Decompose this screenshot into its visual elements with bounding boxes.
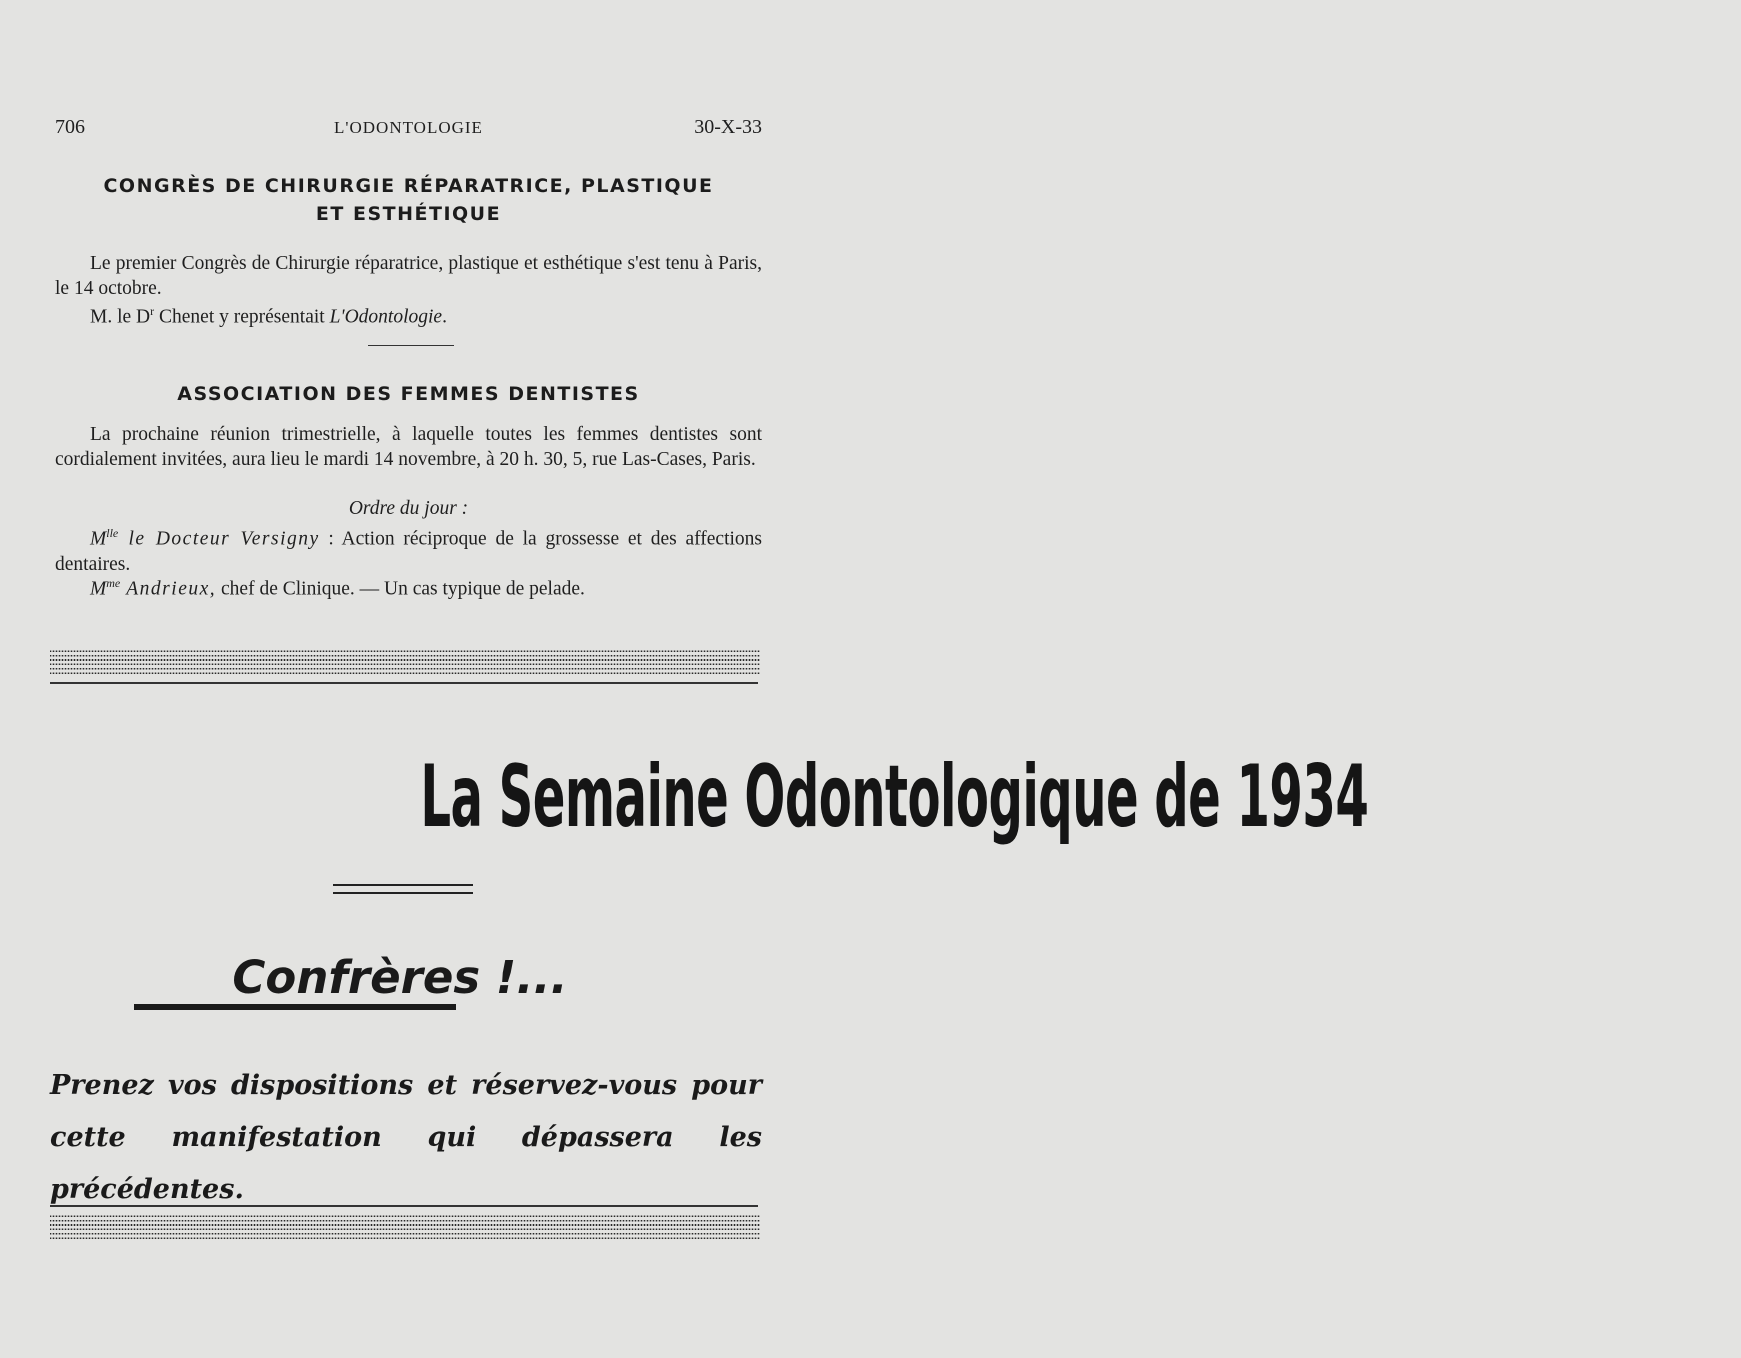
section-divider — [368, 345, 454, 346]
rep-middle: Chenet y représentait — [154, 306, 330, 328]
ornamental-band-bottom — [50, 1213, 760, 1239]
item2-sup: me — [106, 576, 121, 590]
band-rule-bottom — [50, 1205, 758, 1207]
agenda-item-1 — [55, 521, 762, 577]
item2-name: Andrieux, — [120, 578, 217, 600]
item1-text: : Action réciproque de la grossesse et des affections dentaires. — [55, 528, 762, 575]
congress-title-line1: CONGRÈS DE CHIRURGIE RÉPARATRICE, PLASTIQUE — [103, 175, 714, 197]
announcement-subtitle: Confrères !... — [232, 951, 568, 1004]
page-number: 706 — [55, 116, 85, 138]
rep-sup: r — [150, 304, 155, 318]
item1-prefix: M — [90, 528, 107, 550]
representative-paragraph — [55, 299, 762, 330]
subtitle-underline — [134, 1004, 456, 1010]
ornamental-band-top — [50, 648, 760, 674]
congress-title — [55, 172, 762, 228]
issue-date: 30-X-33 — [694, 116, 762, 138]
rep-journal: L'Odontologie — [329, 306, 443, 328]
page-header — [55, 116, 762, 144]
rep-end: . — [442, 306, 447, 328]
band-rule-top — [50, 682, 758, 684]
announcement-title — [48, 747, 1369, 847]
agenda-title: Ordre du jour : — [348, 498, 469, 519]
congress-title-line2: ET ESTHÉTIQUE — [315, 203, 502, 225]
rep-prefix: M. le D — [90, 306, 151, 328]
association-title: ASSOCIATION DES FEMMES DENTISTES — [177, 383, 640, 405]
item2-text: chef de Clinique. — Un cas typique de pelade. — [216, 578, 585, 600]
congress-paragraph: Le premier Congrès de Chirurgie réparatrice, plastique et esthétique s'est tenu à Paris, le 14 octobre. — [55, 253, 762, 299]
announcement-body: Prenez vos dispositions et réservez-vous pour cette manifestation qui dépassera les précédentes. — [50, 1070, 762, 1205]
announcement-title-text: La Semaine Odontologique de 1934 — [420, 747, 1369, 847]
journal-name: L'ODONTOLOGIE — [334, 118, 483, 137]
agenda-item-2 — [55, 571, 762, 602]
meeting-paragraph: La prochaine réunion trimestrielle, à laquelle toutes les femmes dentistes sont cordialement invitées, aura lieu le mardi 14 novembre, à 20 h. 30, 5, rue Las-Cases, Paris. — [55, 424, 762, 470]
item2-prefix: M — [90, 578, 107, 600]
item1-name: le Docteur Versigny — [118, 528, 320, 550]
item1-sup: lle — [106, 526, 119, 540]
double-rule — [333, 884, 473, 894]
